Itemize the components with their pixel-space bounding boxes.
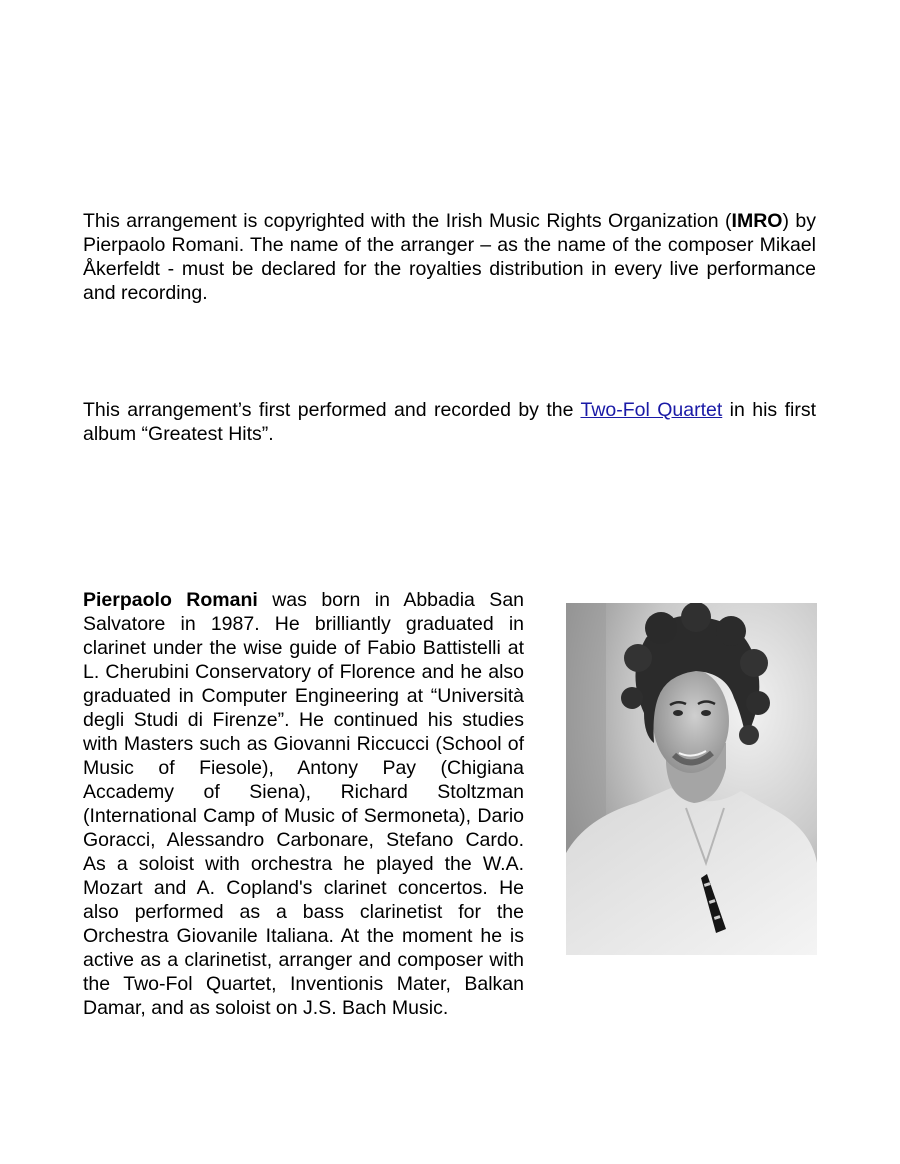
copyright-rest: ) by Pierpaolo Romani. The name of the arranger – as the name of the composer Mikael Åkerfeldt - must be declared for the royalties distribution in every live performance and recording. bbox=[83, 210, 816, 304]
artist-photo bbox=[566, 603, 817, 955]
biography-text: was born in Abbadia San Salvatore in 1987. He brilliantly graduated in clarinet under the wise guide of Fabio Battistelli at L. Cherubini Conservatory of Florence and he also graduated in Computer Engineering at “Università degli Studi di Firenze”. He continued his studies with Masters such as Giovanni Riccucci (School of Music of Fiesole), Antony Pay (Chigiana Accademy of Siena), Richard Stoltzman (International Camp of Music of Sermoneta), Dario Goracci, Alessandro Carbonare, Stefano Cardo. As a soloist with orchestra he played the W.A. Mozart and A. Copland's clarinet concertos. He also performed as a bass clarinetist for the Orchestra Giovanile Italiana. At the moment he is active as a clarinetist, arranger and composer with the Two-Fol Quartet, Inventionis Mater, Balkan Damar, and as soloist on J.S. Bach Music. bbox=[83, 589, 525, 1019]
copyright-paragraph bbox=[83, 209, 816, 305]
two-fol-quartet-link[interactable]: Two-Fol Quartet bbox=[580, 399, 723, 421]
premiere-paragraph bbox=[83, 398, 816, 446]
premiere-lead: This arrangement’s first performed and recorded by the bbox=[83, 399, 581, 421]
premiere-rest: in his first album “Greatest Hits”. bbox=[83, 399, 816, 445]
imro-acronym: IMRO bbox=[731, 210, 783, 232]
copyright-lead: This arrangement is copyrighted with the Irish Music Rights Organization ( bbox=[83, 210, 732, 232]
artist-name: Pierpaolo Romani bbox=[83, 589, 258, 611]
biography-paragraph bbox=[83, 588, 524, 1020]
